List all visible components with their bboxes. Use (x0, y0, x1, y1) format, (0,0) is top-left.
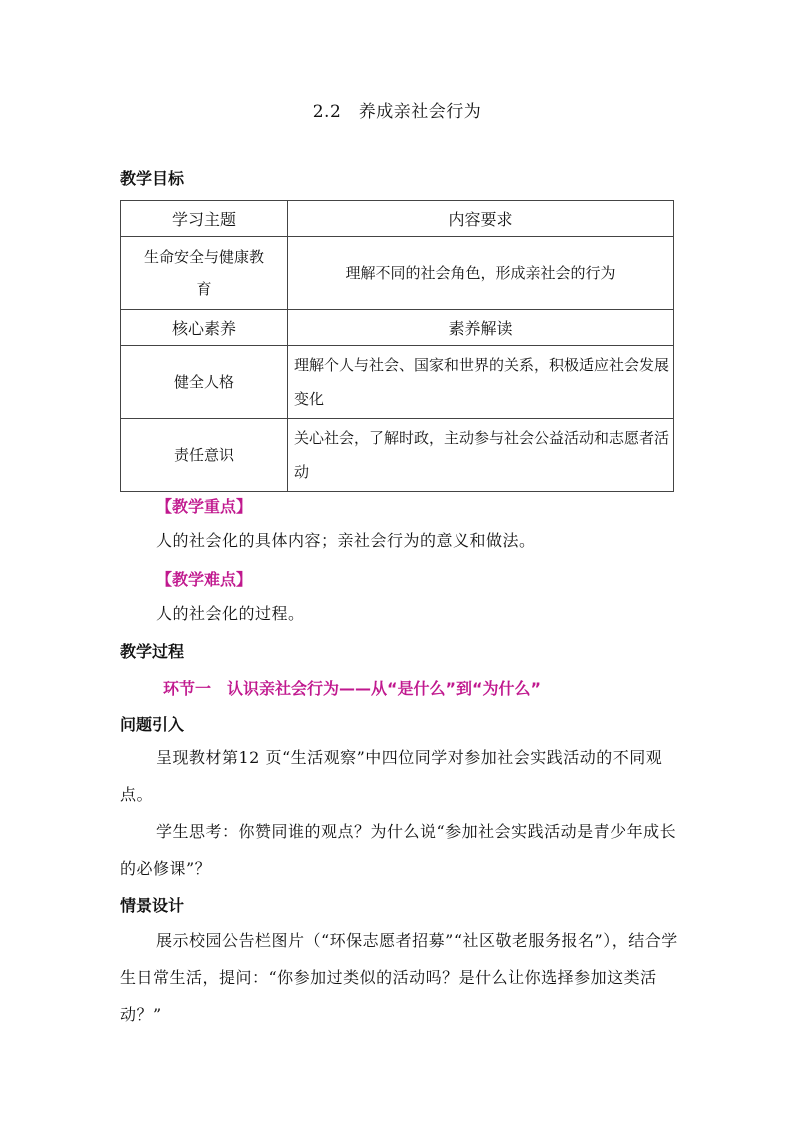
step1-heading: 环节一 认识亲社会行为——从“是什么”到“为什么” (163, 679, 542, 698)
scene-heading: 情景设计 (120, 896, 185, 915)
table-header-row (121, 310, 674, 346)
difficulties-label: 【教学难点】 (156, 570, 253, 589)
table-cell: 责任意识 (121, 419, 288, 492)
topic-text: 生命安全与健康教育 (144, 248, 265, 298)
key-points-label: 【教学重点】 (156, 497, 253, 516)
table-cell: 关心社会，了解时政，主动参与社会公益活动和志愿者活动 (288, 419, 674, 492)
table-row (121, 346, 674, 419)
scene-paragraph-1: 展示校园公告栏图片（“环保志愿者招募”“社区敬老服务报名”），结合学生日常生活，提问：“你参加过类似的活动吗？是什么让你选择参加这类活动？” (120, 931, 678, 1024)
table-header-cell: 学习主题 (121, 201, 288, 237)
table-row (121, 419, 674, 492)
table-cell: 理解个人与社会、国家和世界的关系，积极适应社会发展变化 (288, 346, 674, 419)
intro-paragraph-2: 学生思考：你赞同谁的观点？为什么说“参加社会实践活动是青少年成长的必修课”？ (120, 822, 677, 878)
table-header-cell: 核心素养 (121, 310, 288, 346)
table-row (121, 237, 674, 310)
key-points-text: 人的社会化的具体内容；亲社会行为的意义和做法。 (156, 531, 536, 550)
process-heading: 教学过程 (120, 642, 185, 661)
intro-paragraph-1: 呈现教材第12 页“生活观察”中四位同学对参加社会实践活动的不同观点。 (120, 748, 663, 804)
intro-heading: 问题引入 (120, 715, 185, 734)
table-cell: 健全人格 (121, 346, 288, 419)
table-cell (121, 237, 288, 310)
objectives-heading: 教学目标 (120, 169, 185, 188)
difficulties-text: 人的社会化的过程。 (156, 604, 305, 623)
table-cell: 理解不同的社会角色，形成亲社会的行为 (288, 237, 674, 310)
objectives-table (120, 200, 674, 492)
table-header-cell: 素养解读 (288, 310, 674, 346)
page-title: 2.2 养成亲社会行为 (312, 102, 482, 122)
table-header-row (121, 201, 674, 237)
table-header-cell: 内容要求 (288, 201, 674, 237)
